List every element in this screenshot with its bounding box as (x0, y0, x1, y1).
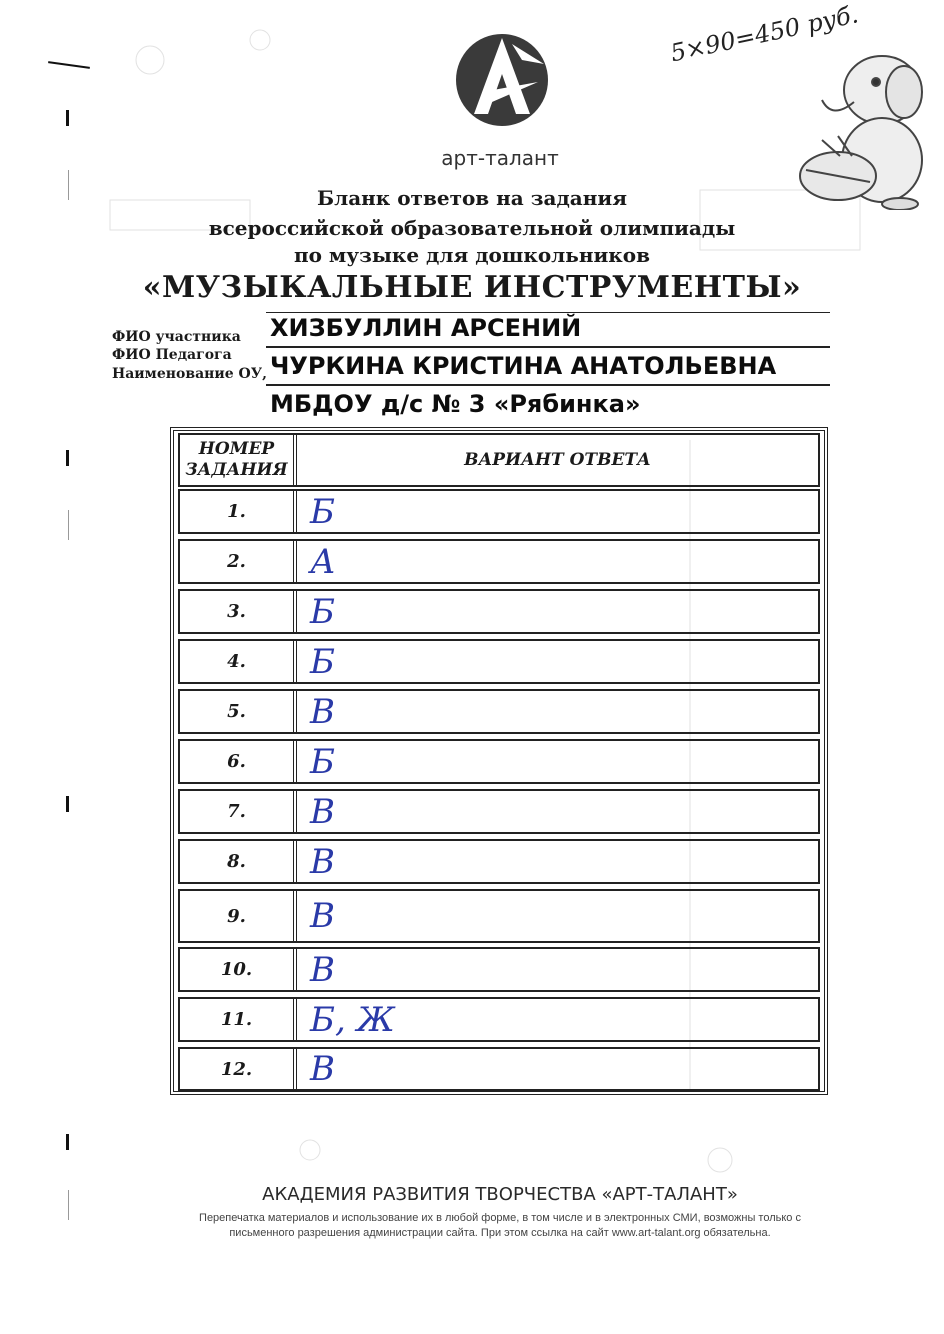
answer-cell: Б (310, 491, 335, 532)
table-row (178, 839, 820, 884)
answer-cell: Б (310, 741, 335, 782)
teacher-name: ЧУРКИНА КРИСТИНА АНАТОЛЬЕВНА (270, 352, 777, 380)
handwritten-note: 5×90=450 руб. (668, 0, 861, 68)
task-number: 4. (180, 641, 297, 682)
task-number: 8. (180, 841, 297, 882)
table-row (178, 589, 820, 634)
task-number: 1. (180, 491, 297, 532)
teacher-label: ФИО Педагога (112, 347, 232, 363)
answer-table (170, 427, 828, 1095)
paper-patch (470, 999, 570, 1040)
brand-name: арт-талант (441, 146, 559, 170)
task-number: 7. (180, 791, 297, 832)
column-header-answer: ВАРИАНТ ОТВЕТА (464, 450, 651, 470)
answer-cell: В (310, 691, 335, 732)
field-line (266, 346, 830, 348)
table-header (178, 433, 820, 487)
title-line-3: по музыке для дошкольников (293, 243, 650, 267)
field-line (266, 384, 830, 386)
elephant-drummer-illustration (792, 30, 932, 210)
table-row (178, 997, 820, 1042)
participant-name: ХИЗБУЛЛИН АРСЕНИЙ (270, 314, 582, 342)
task-number: 6. (180, 741, 297, 782)
answer-cell: А (310, 541, 336, 582)
task-number: 9. (180, 891, 297, 941)
title-line-1: Бланк ответов на задания (317, 186, 627, 210)
answer-cell: В (310, 841, 335, 882)
table-row (178, 739, 820, 784)
participant-label: ФИО участника (112, 329, 241, 345)
answer-cell: Б (310, 641, 335, 682)
table-row (178, 1047, 820, 1091)
scan-mark (66, 450, 69, 466)
answer-cell: В (310, 896, 335, 936)
copyright-notice: Перепечатка материалов и использование их в любой форме, в том числе и в электронных СМИ, возможны только с письменного разрешения администрации сайта. При этом ссылка на сайт www.art-talant.org обязательна. (199, 1212, 801, 1239)
answer-cell: Б, Ж (310, 999, 395, 1040)
field-line (266, 312, 830, 313)
scan-mark (68, 510, 69, 540)
table-row (178, 947, 820, 992)
task-number: 10. (180, 949, 297, 990)
org-label: Наименование ОУ, (112, 366, 267, 382)
table-row (178, 639, 820, 684)
answer-cell: В (310, 791, 335, 832)
title-line-2: всероссийской образовательной олимпиады (208, 216, 736, 240)
answer-cell: В (310, 1049, 335, 1089)
task-number: 2. (180, 541, 297, 582)
answer-cell: Б (310, 591, 335, 632)
art-talant-logo (452, 30, 552, 130)
scan-mark (66, 1134, 69, 1150)
scan-mark (66, 796, 69, 812)
scan-mark (66, 110, 69, 126)
table-row (178, 689, 820, 734)
task-number: 3. (180, 591, 297, 632)
olympiad-title: «МУЗЫКАЛЬНЫЕ ИНСТРУМЕНТЫ» (142, 270, 802, 305)
organization-name: МБДОУ д/с № 3 «Рябинка» (270, 390, 641, 418)
table-row (178, 489, 820, 534)
table-row (178, 539, 820, 584)
task-number: 5. (180, 691, 297, 732)
answer-cell: В (310, 949, 335, 990)
task-number: 12. (180, 1049, 297, 1089)
table-row (178, 789, 820, 834)
academy-name: АКАДЕМИЯ РАЗВИТИЯ ТВОРЧЕСТВА «АРТ-ТАЛАНТ» (262, 1184, 738, 1205)
column-header-number: НОМЕР ЗАДАНИЯ (180, 435, 297, 485)
scan-mark (48, 61, 90, 69)
table-row (178, 889, 820, 943)
task-number: 11. (180, 999, 297, 1040)
